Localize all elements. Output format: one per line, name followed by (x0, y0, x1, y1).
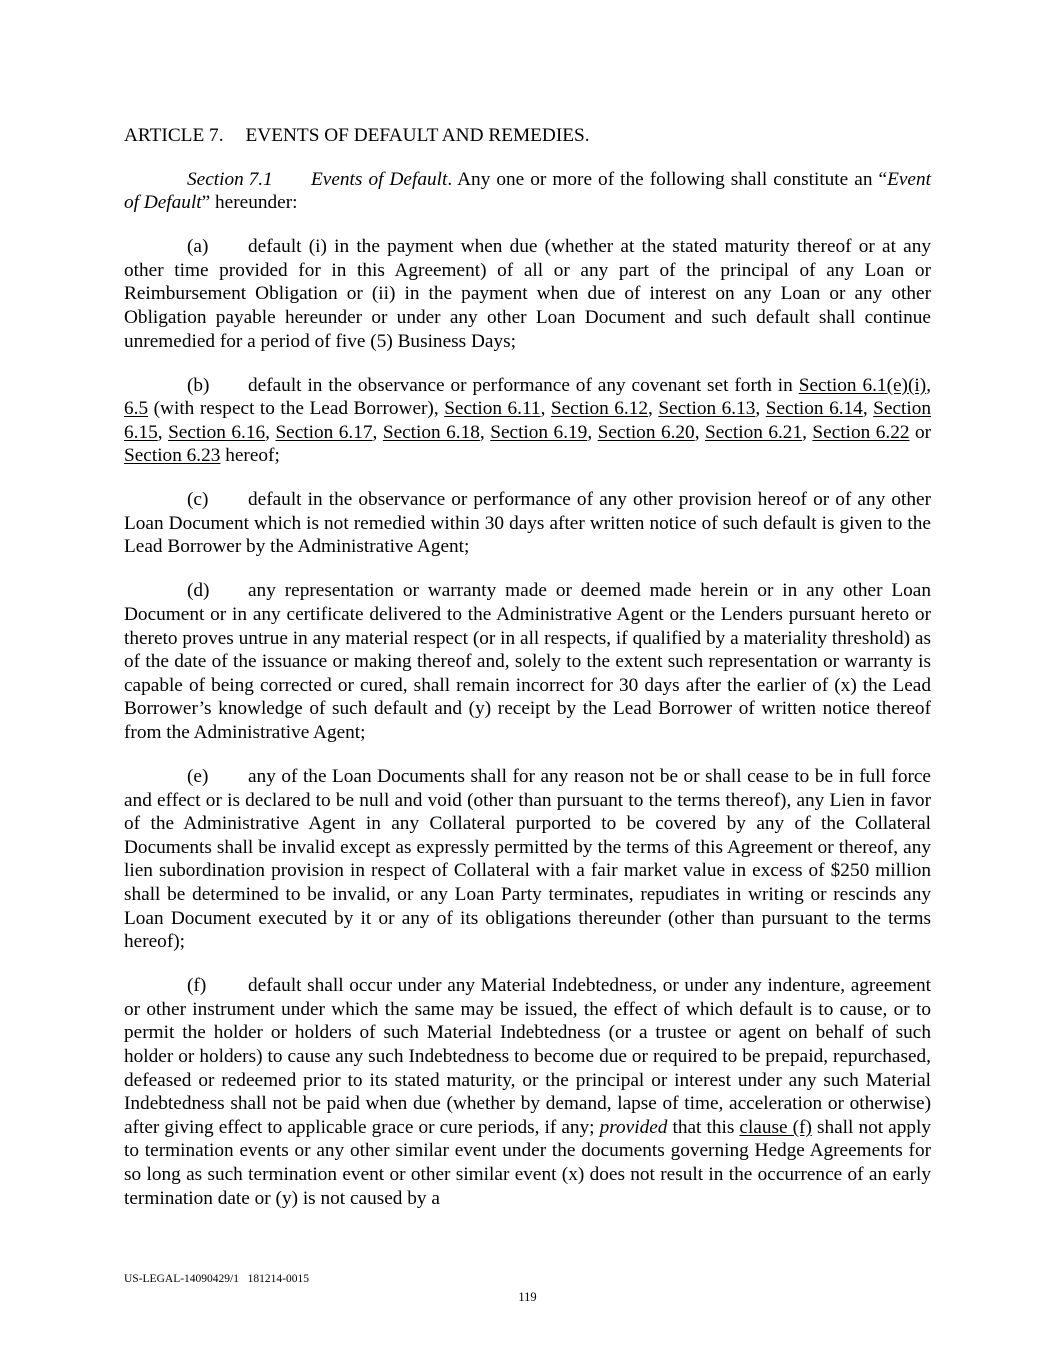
cross-reference-link[interactable]: Section 6.22 (812, 421, 910, 443)
clause-label: (d) (187, 580, 210, 602)
cross-reference-link[interactable]: Section 6.11 (444, 398, 541, 420)
text-segment: . Any one or more of the following shall constitute an “ (447, 168, 888, 190)
italic-term: provided (599, 1116, 668, 1138)
clause-paragraph (124, 974, 931, 1210)
text-segment: default in the observance or performance of any other provision hereof or of any other Loan Document which is not remedied within 30 days after written notice of such default is given to the Lead Borrower by the Administrative Agent; (124, 489, 931, 558)
cross-reference-link[interactable]: Section 6.16 (168, 421, 266, 443)
text-segment: , (540, 398, 551, 420)
section-number: Section 7.1 (187, 168, 273, 190)
clause-paragraph (124, 579, 931, 744)
section-7-1-paragraph (124, 168, 931, 215)
cross-reference-link[interactable]: Section 6.17 (275, 421, 373, 443)
clause-paragraph (124, 374, 931, 468)
text-segment: , (587, 421, 598, 443)
text-segment: , (479, 421, 491, 443)
clause-label: (c) (187, 489, 209, 511)
text-segment: , (157, 421, 169, 443)
text-segment: default in the observance or performance of any covenant set forth in (248, 374, 799, 396)
text-segment: shall not apply to termination events or any other similar event under the documents governing Hedge Agreements for so long as such termination event or other similar event (x) does not result in the occurrence of an early termination date or (y) is not caused by a (124, 1116, 931, 1209)
clause-paragraph (124, 235, 931, 353)
footer-document-id: US-LEGAL-14090429/1 181214-0015 (124, 1273, 309, 1285)
clause-paragraph (124, 488, 931, 559)
text-segment: default (i) in the payment when due (whether at the stated maturity thereof or at any other time provided for in this Agreement) of all or any part of the principal of any Loan or Reimbursement Obligation or (ii) in the payment when due of interest on any Loan or any other Obligation payable hereunder or under any other Loan Document and such default shall continue unremedied for a period of five (5) Business Days; (124, 236, 931, 352)
text-segment: , (372, 421, 383, 443)
cross-reference-link[interactable]: Section 6.1(e)(i) (798, 374, 927, 396)
clause-label: (f) (187, 975, 207, 997)
cross-reference-link[interactable]: Section 6.20 (597, 421, 695, 443)
text-segment: default shall occur under any Material Indebtedness, or under any indenture, agreement or other instrument under which the same may be issued, the effect of which default is to cause, or to permit the holder or holders of such Material Indebtedness (or a trustee or agent on behalf of such holder or holders) to cause any such Indebtedness to become due or required to be prepaid, repurchased, defeased or redeemed prior to its stated maturity, or the principal or interest under any such Material Indebtedness shall not be paid when due (whether by demand, lapse of time, acceleration or otherwise) after giving effect to applicable grace or cure periods, if any; (124, 975, 931, 1138)
cross-reference-link[interactable]: 6.5 (124, 398, 149, 420)
clause-label: (b) (187, 374, 210, 396)
text-segment: , (862, 398, 874, 420)
cross-reference-link[interactable]: Section 6.15 (124, 398, 931, 443)
text-segment: , (694, 421, 706, 443)
text-segment: that this (667, 1116, 740, 1138)
clause-paragraph (124, 765, 931, 954)
article-number: ARTICLE 7. (124, 125, 224, 146)
cross-reference-link[interactable]: Section 6.18 (382, 421, 480, 443)
text-segment: (with respect to the Lead Borrower), (148, 398, 445, 420)
cross-reference-link[interactable]: clause (f) (739, 1116, 812, 1138)
text-segment: , (926, 374, 932, 396)
text-segment: or (909, 421, 932, 443)
cross-reference-link[interactable]: Section 6.12 (550, 398, 648, 420)
text-segment: any representation or warranty made or deemed made herein or in any other Loan Document or in any certificate delivered to the Administrative Agent or the Lenders pursuant hereto or thereto proves untrue in any material respect (or in all respects, if qualified by a materiality threshold) as of the date of the issuance or making thereof and, solely to the extent such representation or warranty is capable of being corrected or cured, shall remain incorrect for 30 days after the earlier of (x) the Lead Borrower’s knowledge of such default and (y) receipt by the Lead Borrower of written notice thereof from the Administrative Agent; (124, 580, 931, 744)
text-segment: , (755, 398, 766, 420)
article-heading (124, 124, 931, 148)
article-title: EVENTS OF DEFAULT AND REMEDIES. (245, 125, 590, 146)
text-segment: any of the Loan Documents shall for any reason not be or shall cease to be in full force and effect or is declared to be null and void (other than pursuant to the terms thereof), any Lien in favor of the Administrative Agent in any Collateral purported to be covered by any of the Collateral Documents shall be invalid except as expressly permitted by the terms of this Agreement or thereof, any lien subordination provision in respect of Collateral with a fair market value in excess of $250 million shall be determined to be invalid, or any Loan Party terminates, repudiates in writing or rescinds any Loan Document executed by it or any of its obligations thereunder (other than pursuant to the terms hereof); (124, 766, 931, 953)
cross-reference-link[interactable]: Section 6.19 (490, 421, 588, 443)
clauses-list (124, 235, 931, 1210)
text-segment: hereof; (220, 445, 280, 467)
text-segment: , (647, 398, 659, 420)
cross-reference-link[interactable]: Section 6.23 (124, 445, 221, 467)
cross-reference-link[interactable]: Section 6.13 (658, 398, 756, 420)
cross-reference-link[interactable]: Section 6.21 (705, 421, 803, 443)
text-segment: , (265, 421, 276, 443)
cross-reference-link[interactable]: Section 6.14 (765, 398, 863, 420)
text-segment: , (802, 421, 813, 443)
clause-label: (e) (187, 766, 209, 788)
italic-term: Event of Default (124, 168, 931, 214)
italic-term: Events of Default (311, 168, 448, 190)
clause-label: (a) (187, 236, 209, 258)
text-segment: ” hereunder: (201, 192, 298, 214)
document-page (124, 124, 931, 1230)
page-number: 119 (518, 1290, 537, 1304)
